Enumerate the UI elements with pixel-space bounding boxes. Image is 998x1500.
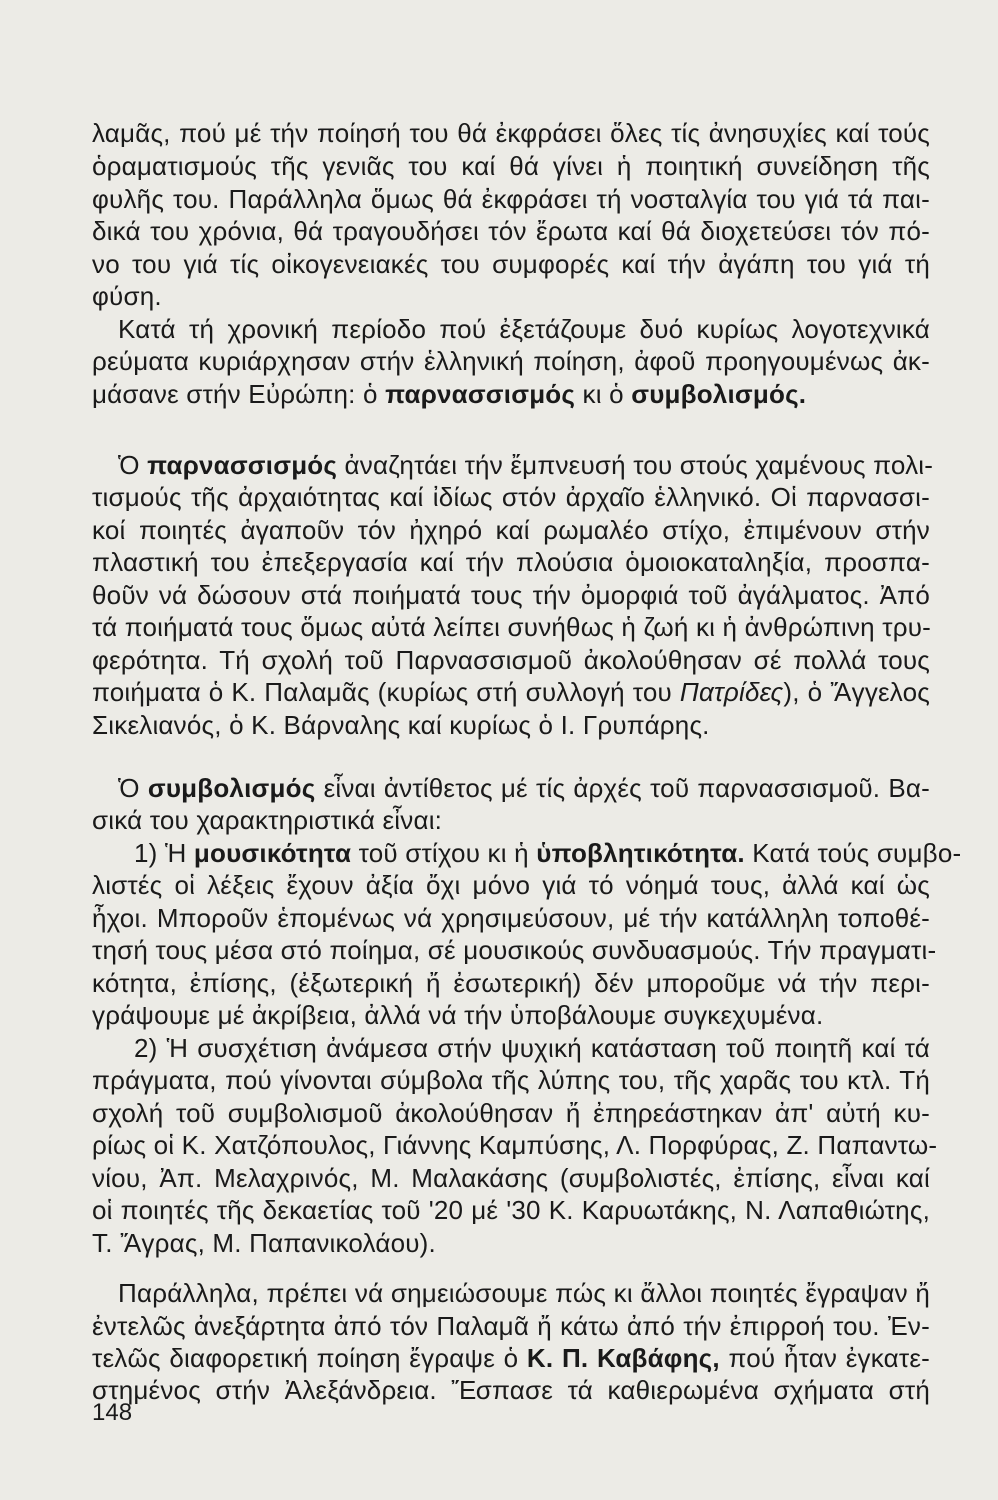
text-run: ποιήματα ὁ Κ. Παλαμᾶς (κυρίως στή συλλογή του: [92, 677, 680, 707]
text-line: τά ποιήματά τους ὅμως αὐτά λείπει συνήθως ἡ ζωή κι ἡ ἀνθρώπινη τρυ-: [92, 612, 931, 642]
text-line: δικά του χρόνια, θά τραγουδήσει τόν ἔρωτα καί θά διοχετεύσει τόν πό-: [92, 216, 930, 246]
text-run: 1) Ἡ: [134, 838, 194, 868]
text-run: ), ὁ Ἄγγελος: [783, 677, 931, 707]
term-parnassism: παρνασσισμός: [385, 379, 576, 409]
text-line: πλαστική του ἐπεξεργασία καί τήν πλούσια ὁμοιοκαταληξία, προσπα-: [92, 547, 930, 577]
text-line: λαμᾶς, πού μέ τήν ποίησή του θά ἐκφράσει ὅλες τίς ἀνησυχίες καί τούς: [92, 118, 930, 148]
text-line: Παράλληλα, πρέπει νά σημειώσουμε πώς κι ἄλλοι ποιητές ἔγραψαν ἤ: [118, 1278, 930, 1308]
text-line: θοῦν νά δώσουν στά ποιήματά τους τήν ὀμορφιά τοῦ ἀγάλματος. Ἀπό: [92, 580, 930, 610]
text-run: μάσανε στήν Εὐρώπη: ὁ: [92, 379, 386, 409]
text-line: ὁραματισμούς τῆς γενιᾶς του καί θά γίνει ἡ ποιητική συνείδηση τῆς: [92, 151, 930, 181]
term-musicality: μουσικότητα: [193, 838, 352, 868]
text-run: Ὁ: [118, 773, 148, 803]
text-line: σχολή τοῦ συμβολισμοῦ ἀκολούθησαν ἤ ἐπηρεάστηκαν ἀπ' αὐτή κυ-: [92, 1098, 930, 1128]
text-line: κότητα, ἐπίσης, (ἐξωτερική ἤ ἐσωτερική) δέν μποροῦμε νά τήν περι-: [92, 968, 930, 998]
term-suggestiveness: ὑποβλητικότητα.: [536, 838, 745, 868]
term-symbolism: συμβολισμός.: [631, 379, 807, 409]
text-run: τοῦ στίχου κι ἡ: [351, 838, 537, 868]
text-line: [118, 450, 934, 480]
text-run: ἀναζητάει τήν ἔμπνευσή του στούς χαμένους πολι-: [337, 450, 934, 480]
text-line: φερότητα. Τή σχολή τοῦ Παρνασσισμοῦ ἀκολούθησαν σέ πολλά τους: [92, 645, 930, 675]
text-line: Σικελιανός, ὁ Κ. Βάρναλης καί κυρίως ὁ Ι. Γρυπάρης.: [92, 710, 710, 740]
text-line: γράψουμε μέ ἀκρίβεια, ἀλλά νά τήν ὑποβάλουμε συγκεχυμένα.: [92, 1000, 824, 1030]
page-number: 148: [92, 1399, 133, 1426]
term-parnassism: παρνασσισμός: [147, 450, 338, 480]
term-symbolism: συμβολισμός: [147, 773, 316, 803]
text-line: σικά του χαρακτηριστικά εἶναι:: [92, 805, 443, 835]
text-line: [92, 1343, 930, 1373]
text-run: Κατά τούς συμβο-: [744, 838, 962, 868]
text-line: ἐντελῶς ἀνεξάρτητα ἀπό τόν Παλαμᾶ ἤ κάτω ἀπό τήν ἐπιρροή του. Ἐν-: [92, 1311, 930, 1341]
name-kavafis: Κ. Π. Καβάφης,: [526, 1343, 720, 1373]
text-line: λιστές οἱ λέξεις ἔχουν ἀξία ὄχι μόνο γιά τό νόημά τους, ἀλλά καί ὡς: [92, 870, 930, 900]
text-run: Ὁ: [118, 450, 148, 480]
text-run: πού ἦταν ἐγκατε-: [719, 1343, 930, 1373]
text-line: πράγματα, πού γίνονται σύμβολα τῆς λύπης του, τῆς χαρᾶς του κτλ. Τή: [92, 1065, 930, 1095]
text-line: [118, 773, 930, 803]
text-line: ρίως οἱ Κ. Χατζόπουλος, Γιάννης Καμπύσης, Λ. Πορφύρας, Ζ. Παπαντω-: [92, 1130, 938, 1160]
text-line: οἱ ποιητές τῆς δεκαετίας τοῦ '20 μέ '30 Κ. Καρυωτάκης, Ν. Λαπαθιώτης,: [92, 1195, 930, 1225]
text-line: Κατά τή χρονική περίοδο πού ἐξετάζουμε δυό κυρίως λογοτεχνικά: [118, 314, 930, 344]
text-line: τησή τους μέσα στό ποίημα, σέ μουσικούς συνδυασμούς. Τήν πραγματι-: [92, 935, 937, 965]
text-line: νίου, Ἀπ. Μελαχρινός, Μ. Μαλακάσης (συμβολιστές, ἐπίσης, εἶναι καί: [92, 1163, 930, 1193]
text-line: ἦχοι. Μποροῦν ἑπομένως νά χρησιμεύσουν, μέ τήν κατάλληλη τοποθέ-: [92, 903, 930, 933]
text-run: εἶναι ἀντίθετος μέ τίς ἀρχές τοῦ παρνασσισμοῦ. Βα-: [315, 773, 930, 803]
text-line: [92, 677, 930, 707]
text-line: στημένος στήν Ἀλεξάνδρεια. Ἔσπασε τά καθιερωμένα σχήματα στή: [92, 1375, 930, 1405]
text-line: νο του γιά τίς οἰκογενειακές του συμφορές καί τήν ἀγάπη του γιά τή: [92, 249, 930, 279]
text-line: τισμούς τῆς ἀρχαιότητας καί ἰδίως στόν ἀρχαῖο ἑλληνικό. Οἱ παρνασσι-: [92, 482, 930, 512]
text-line: φύση.: [92, 281, 162, 311]
text-line: Τ. Ἄγρας, Μ. Παπανικολάου).: [92, 1228, 436, 1258]
book-title-patrides: Πατρίδες: [679, 677, 784, 707]
text-run: τελῶς διαφορετική ποίηση ἔγραψε ὁ: [92, 1343, 527, 1373]
text-line: ρεύματα κυριάρχησαν στήν ἑλληνική ποίηση, ἀφοῦ προηγουμένως ἀκ-: [92, 346, 930, 376]
text-line: [134, 838, 962, 868]
text-line: 2) Ἡ συσχέτιση ἀνάμεσα στήν ψυχική κατάσταση τοῦ ποιητῆ καί τά: [134, 1033, 930, 1063]
text-line: [92, 379, 930, 409]
text-line: φυλῆς του. Παράλληλα ὅμως θά ἐκφράσει τή νοσταλγία του γιά τά παι-: [92, 184, 930, 214]
text-run: κι ὁ: [575, 379, 632, 409]
text-line: κοί ποιητές ἀγαποῦν τόν ἠχηρό καί ρωμαλέο στίχο, ἐπιμένουν στήν: [92, 515, 930, 545]
